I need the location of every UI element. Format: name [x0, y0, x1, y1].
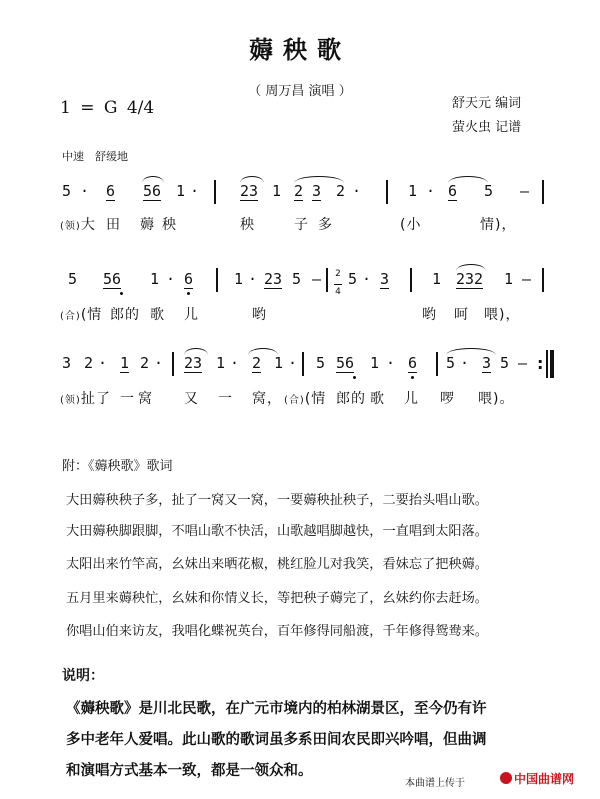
lyric: 喂)。 — [478, 391, 515, 407]
lyric: 情)， — [480, 217, 517, 233]
lyric: 了 — [96, 391, 111, 407]
lyric: 儿 — [184, 307, 199, 323]
appendix-title: 附：《薅秧歌》歌词 — [62, 459, 173, 474]
lyric: 郎的 — [110, 307, 140, 323]
note-dot: · — [190, 182, 200, 200]
lyric: (情 — [304, 391, 327, 407]
low-octave-dot — [120, 292, 123, 295]
explain-title: 说明： — [62, 668, 104, 684]
note: 2 — [84, 354, 94, 372]
appendix-line: 大田薅秧秧子多，扯了一窝又一窝，一要薅秧扯秧子，二要抬头唱山歌。 — [66, 493, 488, 508]
explain-line: 和演唱方式基本一致，都是一领众和。 — [66, 763, 313, 779]
note-dot: · — [80, 182, 90, 200]
transcriber-credit: 萤火虫 记谱 — [452, 120, 522, 135]
note-dot: · — [386, 354, 396, 372]
footer-upload-note: 本曲谱上传于 — [405, 778, 465, 789]
note-dot: · — [166, 270, 176, 288]
low-octave-dot — [353, 376, 356, 379]
note-dot: · — [288, 354, 298, 372]
lyric: (情 — [80, 307, 103, 323]
key-signature: 1 = G 4/4 — [60, 98, 155, 118]
lyric: 歌 — [150, 307, 165, 323]
score-row-3 — [0, 340, 600, 412]
lyric: 窝， — [252, 391, 282, 407]
note: 1 — [216, 354, 226, 372]
barline — [410, 268, 412, 292]
explain-line: 《薅秧歌》是川北民歌，在广元市境内的柏林湖景区，至今仍有许 — [66, 701, 487, 717]
slur — [184, 348, 208, 355]
lyric: 田 — [106, 217, 121, 233]
low-octave-dot — [411, 376, 414, 379]
appendix-line: 太阳出来竹竿高，幺妹出来晒花椒，桃红脸儿对我笑，看妹忘了把秧薅。 — [66, 557, 488, 572]
note: 1 — [234, 270, 244, 288]
note-dot: · — [460, 354, 470, 372]
role-marker: (领) — [60, 395, 81, 406]
note: 3 — [312, 182, 322, 200]
note: 5 — [446, 354, 456, 372]
lyric: 一 — [218, 391, 233, 407]
slur — [142, 176, 164, 183]
slur — [240, 176, 264, 183]
note: 1 — [432, 270, 442, 288]
barline — [214, 180, 216, 204]
barline — [302, 352, 304, 376]
lyric: 秧 — [240, 217, 255, 233]
role-marker: (合) — [284, 395, 305, 406]
role-marker: (合) — [60, 311, 81, 322]
lyric: 薅秧 — [140, 217, 184, 233]
lyric: (小 — [400, 217, 422, 233]
final-barline — [550, 350, 554, 378]
slur — [456, 264, 486, 271]
lyricist-credit: 舒天元 编词 — [452, 96, 522, 111]
lyric: 哟 — [422, 307, 437, 323]
lyric: 一窝 — [120, 391, 156, 407]
lyric: 喂)， — [484, 307, 521, 323]
appendix-line: 五月里来薅秧忙，幺妹和你情义长，等把秧子薅完了，幺妹约你去赶场。 — [66, 591, 488, 606]
note: 3 — [380, 270, 390, 288]
barline — [546, 350, 548, 378]
slur — [448, 176, 488, 183]
note-dash: – — [518, 354, 528, 372]
performer-subtitle: （ 周万昌 演唱 ） — [248, 84, 352, 99]
lyric: 郎的 — [336, 391, 366, 407]
note: 1 — [504, 270, 514, 288]
barline — [386, 180, 388, 204]
note: 6 — [184, 270, 194, 288]
barline — [542, 268, 544, 292]
lyric: 又 — [184, 391, 199, 407]
song-title: 薅秧歌 — [249, 36, 351, 64]
score-row-1 — [0, 168, 600, 238]
site-logo[interactable]: 中国曲谱网 — [500, 770, 574, 787]
note-dash: – — [520, 182, 530, 200]
tempo-marking: 中速 舒缓地 — [62, 150, 128, 163]
barline — [542, 180, 544, 204]
note: 23 — [264, 270, 283, 288]
note: 1 — [408, 182, 418, 200]
barline — [216, 268, 218, 292]
note-dot: · — [98, 354, 108, 372]
note-dot: · — [362, 270, 372, 288]
note: 1 — [176, 182, 186, 200]
note: 2 — [252, 354, 262, 372]
note-dot: · — [248, 270, 258, 288]
note: 5 — [316, 354, 326, 372]
lyric: 呵 — [454, 307, 469, 323]
note: 56 — [143, 182, 162, 200]
note-dash: – — [522, 270, 532, 288]
note: 5 — [62, 182, 72, 200]
note: 3 — [62, 354, 72, 372]
note: 6 — [106, 182, 116, 200]
low-octave-dot — [187, 292, 190, 295]
role-marker: (领) — [60, 221, 81, 232]
lyric: 子多 — [294, 217, 342, 233]
note-dot: · — [352, 182, 362, 200]
lyric: 歌 — [370, 391, 385, 407]
lyric: 儿 — [404, 391, 419, 407]
explain-line: 多中老年人爱唱。此山歌的歌词虽多系田间农民即兴吟唱，但曲调 — [66, 732, 487, 748]
note: 5 — [484, 182, 494, 200]
time-signature-change: 2 4 — [335, 269, 341, 297]
note: 232 — [456, 270, 484, 288]
note: 6 — [408, 354, 418, 372]
appendix-line: 大田薅秧脚跟脚，不唱山歌不快活，山歌越唱脚越快，一直唱到太阳落。 — [66, 524, 488, 539]
note: 6 — [448, 182, 458, 200]
barline — [436, 352, 438, 376]
note: 23 — [184, 354, 203, 372]
note: 56 — [336, 354, 355, 372]
appendix-line: 你唱山伯来访友，我唱化蝶祝英台，百年修得同船渡，千年修得鸳鸯来。 — [66, 624, 488, 639]
barline — [172, 352, 174, 376]
note-dot: · — [230, 354, 240, 372]
note: 1 — [272, 182, 282, 200]
lyric: 哟 — [252, 307, 267, 323]
repeat-dots: : — [537, 354, 544, 373]
barline — [326, 268, 328, 292]
note: 56 — [103, 270, 122, 288]
note: 1 — [120, 354, 130, 372]
note: 2 — [294, 182, 304, 200]
note: 5 — [500, 354, 510, 372]
note: 2 — [336, 182, 346, 200]
note-dot: · — [154, 354, 164, 372]
note: 3 — [482, 354, 492, 372]
note: 1 — [274, 354, 284, 372]
score-row-2 — [0, 256, 600, 328]
note: 23 — [240, 182, 259, 200]
note: 5 — [292, 270, 302, 288]
lyric: 扯 — [80, 391, 96, 407]
site-logo-icon — [500, 772, 512, 784]
lyric: 大 — [80, 217, 96, 233]
note: 1 — [370, 354, 380, 372]
note: 5 — [348, 270, 358, 288]
note-dash: – — [312, 270, 322, 288]
note-dot: · — [426, 182, 436, 200]
note: 1 — [150, 270, 160, 288]
note: 2 — [140, 354, 150, 372]
note: 5 — [68, 270, 78, 288]
lyric: 啰 — [440, 391, 455, 407]
